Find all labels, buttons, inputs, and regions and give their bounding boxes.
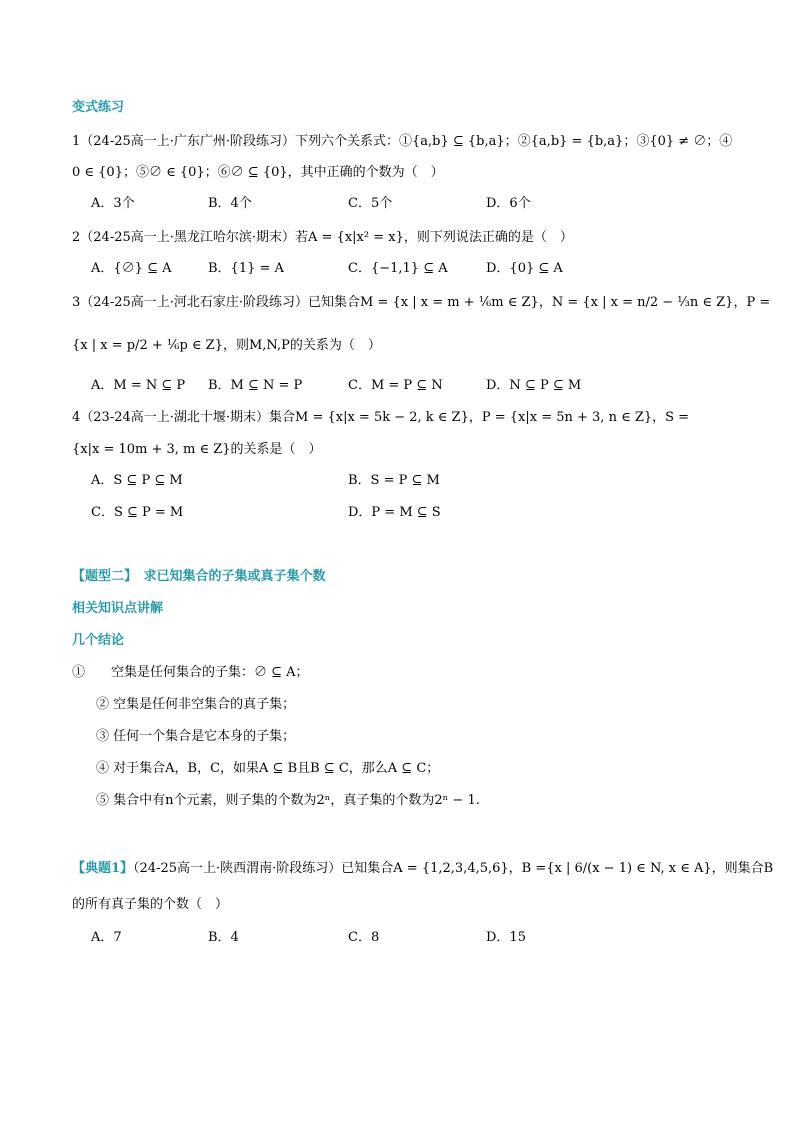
example-1-tag: 【典题1】	[72, 861, 134, 876]
question-4-option-b: B．S = P ⊆ M	[348, 473, 440, 488]
question-1-option-c: C．5个	[348, 196, 393, 211]
question-1-line-2: 0 ∈ {0}；⑤∅ ∈ {0}；⑥∅ ⊆ {0}，其中正确的个数为（ ）	[72, 165, 444, 180]
question-3-option-d: D．N ⊆ P ⊆ M	[486, 378, 582, 393]
question-3-prefix: 3（24-25高一上·河北石家庄·阶段练习）已知集合	[72, 295, 361, 310]
question-1-option-d: D．6个	[486, 196, 531, 211]
question-3-suffix: ，则M,N,P的关系为（ ）	[222, 338, 381, 353]
question-2-line-1: 2（24-25高一上·黑龙江哈尔滨·期末）若A = {x|x² = x}，则下列说法正确的是（ ）	[72, 230, 573, 245]
question-3-option-c: C．M = P ⊆ N	[348, 378, 443, 393]
question-4-line-2: {x|x = 10m + 3, m ∈ Z}的关系是（ ）	[72, 442, 322, 457]
example-1-option-c: C．8	[348, 930, 380, 945]
conclusion-2: ② 空集是任何非空集合的真子集；	[96, 697, 296, 712]
example-1-text: （24-25高一上·陕西渭南·阶段练习）已知集合A = {1,2,3,4,5,6}，B =	[133, 861, 547, 876]
question-4-option-c: C．S ⊆ P = M	[91, 505, 184, 520]
question-3-line-2	[72, 334, 381, 353]
example-1-line-1	[72, 857, 773, 876]
question-4-option-a: A．S ⊆ P ⊆ M	[91, 473, 183, 488]
example-1-set-b: {x | 6/(x − 1) ∈ N, x ∈ A}	[546, 861, 712, 876]
question-2-option-a: A．{∅} ⊆ A	[91, 261, 172, 276]
example-1-option-d: D．15	[486, 930, 526, 945]
question-1-option-a: A．3个	[91, 196, 135, 211]
question-1-line-1: 1（24-25高一上·广东广州·阶段练习）下列六个关系式：①{a,b} ⊆ {b,a}；②{a,b} = {b,a}；③{0} ≠ ∅；④	[72, 134, 733, 149]
question-4-line-1: 4（23-24高一上·湖北十堰·期末）集合M = {x|x = 5k − 2, k ∈ Z}，P = {x|x = 5n + 3, n ∈ Z}，S =	[72, 410, 690, 425]
question-3-option-a: A．M = N ⊆ P	[91, 378, 186, 393]
question-3-set-p: {x | x = p/2 + ⅙p ∈ Z}	[72, 338, 223, 353]
conclusion-5: ⑤ 集合中有n个元素，则子集的个数为2ⁿ，真子集的个数为2ⁿ − 1.	[96, 793, 480, 808]
section-heading-knowledge: 相关知识点讲解	[72, 601, 164, 616]
question-2-option-c: C．{−1,1} ⊆ A	[348, 261, 448, 276]
question-3-option-b: B．M ⊆ N = P	[208, 378, 303, 393]
example-1-text-end: ，则集合B	[711, 861, 774, 876]
conclusion-1: ① 空集是任何集合的子集：∅ ⊆ A；	[72, 665, 309, 680]
section-heading-practice: 变式练习	[72, 100, 125, 115]
question-4-option-d: D．P = M ⊆ S	[348, 505, 441, 520]
conclusion-3: ③ 任何一个集合是它本身的子集；	[96, 729, 296, 744]
example-1-line-2: 的所有真子集的个数（ ）	[72, 897, 229, 912]
question-3-p-start: P =	[746, 295, 771, 310]
example-1-option-b: B．4	[208, 930, 239, 945]
question-3-set-m: M = {x | x = m + ⅙m ∈ Z}	[360, 295, 539, 310]
section-heading-conclusions: 几个结论	[72, 633, 125, 648]
conclusion-4: ④ 对于集合A，B，C，如果A ⊆ B且B ⊆ C，那么A ⊆ C；	[96, 761, 440, 776]
question-1-option-b: B．4个	[208, 196, 252, 211]
question-3-line-1: 3（24-25高一上·河北石家庄·阶段练习）已知集合M = {x | x = m + ⅙m ∈ Z}，N = {x | x = n/2 − ⅓n ∈ Z}，P =	[72, 295, 771, 310]
question-2-option-b: B．{1} = A	[208, 261, 284, 276]
question-2-option-d: D．{0} ⊆ A	[486, 261, 563, 276]
question-3-set-n: N = {x | x = n/2 − ⅓n ∈ Z}	[551, 295, 734, 310]
section-heading-type-2: 【题型二】 求已知集合的子集或真子集个数	[72, 569, 326, 584]
example-1-option-a: A．7	[91, 930, 122, 945]
